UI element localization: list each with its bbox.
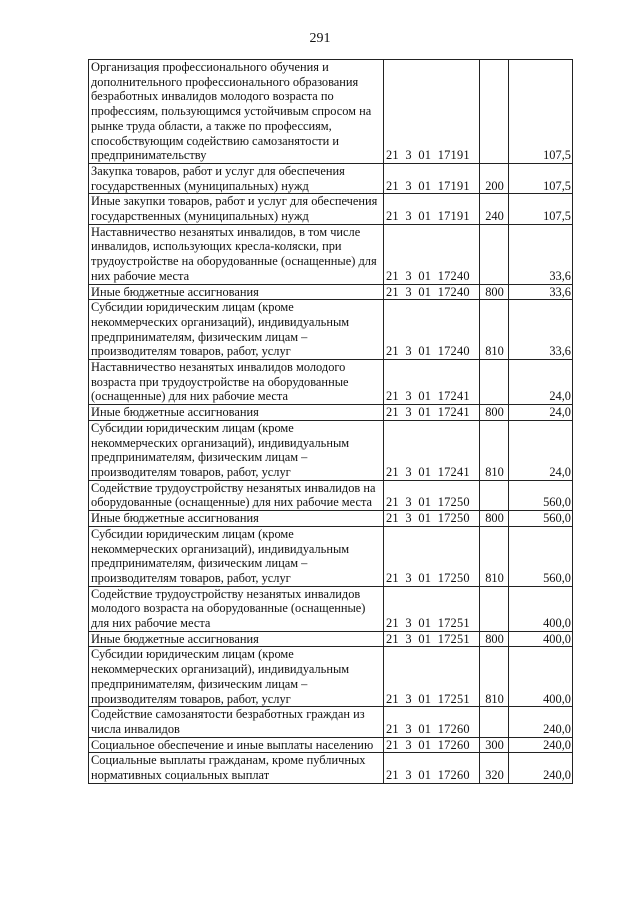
table-row — [89, 360, 573, 405]
classification-code-cell: 21 3 01 17240 — [384, 284, 480, 300]
table-row — [89, 586, 573, 631]
classification-code-cell: 21 3 01 17241 — [384, 405, 480, 421]
amount-cell: 560,0 — [509, 526, 573, 586]
amount-cell: 240,0 — [509, 707, 573, 737]
amount-cell: 33,6 — [509, 300, 573, 360]
expense-type-cell: 800 — [480, 511, 509, 527]
expense-type-cell — [480, 586, 509, 631]
expense-type-cell — [480, 360, 509, 405]
expense-type-cell: 800 — [480, 631, 509, 647]
amount-cell: 560,0 — [509, 480, 573, 510]
table-row — [89, 480, 573, 510]
item-name-cell: Закупка товаров, работ и услуг для обеспечения государственных (муниципальных) нужд — [89, 163, 384, 193]
classification-code-cell: 21 3 01 17241 — [384, 360, 480, 405]
amount-cell: 107,5 — [509, 194, 573, 224]
classification-code-cell: 21 3 01 17251 — [384, 586, 480, 631]
classification-code-cell: 21 3 01 17260 — [384, 753, 480, 783]
table-row — [89, 60, 573, 164]
classification-code-cell: 21 3 01 17260 — [384, 737, 480, 753]
table-row — [89, 405, 573, 421]
expense-type-cell — [480, 224, 509, 284]
amount-cell: 24,0 — [509, 420, 573, 480]
item-name-cell: Субсидии юридическим лицам (кроме некоммерческих организаций), индивидуальным предпринимателям, физическим лицам – производителям товаров, работ, услуг — [89, 420, 384, 480]
expense-type-cell: 810 — [480, 647, 509, 707]
table-row — [89, 511, 573, 527]
table-row — [89, 647, 573, 707]
classification-code-cell: 21 3 01 17240 — [384, 300, 480, 360]
item-name-cell: Социальные выплаты гражданам, кроме публичных нормативных социальных выплат — [89, 753, 384, 783]
item-name-cell: Субсидии юридическим лицам (кроме некоммерческих организаций), индивидуальным предпринимателям, физическим лицам – производителям товаров, работ, услуг — [89, 526, 384, 586]
amount-cell: 107,5 — [509, 60, 573, 164]
budget-table-body — [89, 60, 573, 784]
table-row — [89, 224, 573, 284]
budget-table — [88, 59, 573, 784]
classification-code-cell: 21 3 01 17250 — [384, 526, 480, 586]
classification-code-cell: 21 3 01 17251 — [384, 647, 480, 707]
table-row — [89, 526, 573, 586]
expense-type-cell: 300 — [480, 737, 509, 753]
item-name-cell: Наставничество незанятых инвалидов молодого возраста при трудоустройстве на оборудованные (оснащенные) для них рабочие места — [89, 360, 384, 405]
item-name-cell: Иные бюджетные ассигнования — [89, 284, 384, 300]
expense-type-cell: 800 — [480, 405, 509, 421]
amount-cell: 400,0 — [509, 647, 573, 707]
classification-code-cell: 21 3 01 17191 — [384, 194, 480, 224]
table-row — [89, 420, 573, 480]
expense-type-cell: 320 — [480, 753, 509, 783]
item-name-cell: Содействие трудоустройству незанятых инвалидов на оборудованные (оснащенные) для них рабочие места — [89, 480, 384, 510]
item-name-cell: Социальное обеспечение и иные выплаты населению — [89, 737, 384, 753]
amount-cell: 240,0 — [509, 753, 573, 783]
item-name-cell: Содействие самозанятости безработных граждан из числа инвалидов — [89, 707, 384, 737]
item-name-cell: Наставничество незанятых инвалидов, в том числе инвалидов, использующих кресла-коляски, при трудоустройстве на оборудованные (оснащенные) для них рабочие места — [89, 224, 384, 284]
amount-cell: 560,0 — [509, 511, 573, 527]
expense-type-cell — [480, 60, 509, 164]
expense-type-cell: 200 — [480, 163, 509, 193]
classification-code-cell: 21 3 01 17241 — [384, 420, 480, 480]
amount-cell: 24,0 — [509, 405, 573, 421]
expense-type-cell: 800 — [480, 284, 509, 300]
item-name-cell: Субсидии юридическим лицам (кроме некоммерческих организаций), индивидуальным предпринимателям, физическим лицам – производителям товаров, работ, услуг — [89, 300, 384, 360]
classification-code-cell: 21 3 01 17260 — [384, 707, 480, 737]
amount-cell: 107,5 — [509, 163, 573, 193]
classification-code-cell: 21 3 01 17250 — [384, 511, 480, 527]
item-name-cell: Иные бюджетные ассигнования — [89, 631, 384, 647]
expense-type-cell: 810 — [480, 420, 509, 480]
item-name-cell: Иные закупки товаров, работ и услуг для обеспечения государственных (муниципальных) нужд — [89, 194, 384, 224]
item-name-cell: Субсидии юридическим лицам (кроме некоммерческих организаций), индивидуальным предпринимателям, физическим лицам – производителям товаров, работ, услуг — [89, 647, 384, 707]
item-name-cell: Содействие трудоустройству незанятых инвалидов молодого возраста на оборудованные (оснащенные) для них рабочие места — [89, 586, 384, 631]
amount-cell: 400,0 — [509, 631, 573, 647]
expense-type-cell: 810 — [480, 300, 509, 360]
item-name-cell: Иные бюджетные ассигнования — [89, 405, 384, 421]
item-name-cell: Организация профессионального обучения и дополнительного профессионального образования безработных инвалидов молодого возраста по профессиям, пользующимся устойчивым спросом на рынке труда области, а также по профессиям, способствующим содействию самозанятости и предпринимательству — [89, 60, 384, 164]
expense-type-cell: 240 — [480, 194, 509, 224]
classification-code-cell: 21 3 01 17191 — [384, 163, 480, 193]
amount-cell: 400,0 — [509, 586, 573, 631]
expense-type-cell — [480, 707, 509, 737]
expense-type-cell — [480, 480, 509, 510]
table-row — [89, 737, 573, 753]
amount-cell: 33,6 — [509, 284, 573, 300]
amount-cell: 240,0 — [509, 737, 573, 753]
table-row — [89, 707, 573, 737]
classification-code-cell: 21 3 01 17250 — [384, 480, 480, 510]
classification-code-cell: 21 3 01 17240 — [384, 224, 480, 284]
table-row — [89, 284, 573, 300]
classification-code-cell: 21 3 01 17191 — [384, 60, 480, 164]
table-row — [89, 631, 573, 647]
expense-type-cell: 810 — [480, 526, 509, 586]
item-name-cell: Иные бюджетные ассигнования — [89, 511, 384, 527]
amount-cell: 33,6 — [509, 224, 573, 284]
table-row — [89, 300, 573, 360]
classification-code-cell: 21 3 01 17251 — [384, 631, 480, 647]
table-row — [89, 163, 573, 193]
page-number: 291 — [309, 31, 331, 46]
amount-cell: 24,0 — [509, 360, 573, 405]
table-row — [89, 753, 573, 783]
table-row — [89, 194, 573, 224]
